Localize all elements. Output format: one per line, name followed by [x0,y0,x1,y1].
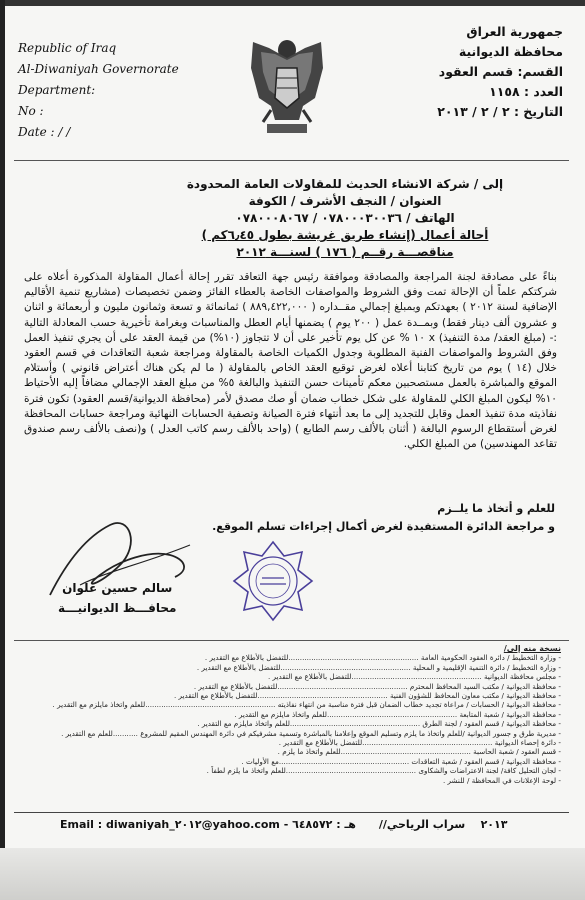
header-date-en: Date : / / [18,125,71,139]
copies-row: - قسم العقود / شعبة الحاسبة .........................................................للعلم واتخاذ ما يلزم . [277,747,561,757]
scan-top-edge [0,0,585,6]
header-country-en: Republic of Iraq [18,41,117,55]
footer-email: Email : diwaniyah_٢٠١٢@yahoo.com - ٢٠١٣ [60,818,508,831]
official-stamp [232,540,314,622]
scan-left-edge [0,0,5,900]
copies-row: - مديرية طرق و جسور الديوانية /للعلم واتخاذ ما يلزم وتسليم الموقع وإعلامنا بالمباشرة وتسمية مشرفيكم في دائرة المهندس المقيم للمشروع ...........للعلم مع التقدير . [61,728,561,738]
signatory-block [58,578,176,618]
recipient-address: العنوان / النجف الأشرف / الكوفة [248,194,442,208]
closing-line-1: للعلم و أتخاذ ما يلــزم [437,502,555,515]
scan-bottom-band [0,848,585,900]
copies-title: نسخة منه إلى/ [503,644,561,653]
copies-divider [14,640,569,641]
copies-row: - محافظة الديوانية / قسم العقود / لجنة الطرق .........................................................للعلم واتخاذ مايلزم مع التقدير . [197,719,561,729]
recipient-phone: الهاتف / ٠٧٨٠٠٠٣٠٠٣٦ / ٠٧٨٠٠٠٨٠٦٧ [235,211,455,225]
header-department-ar: القسم: قسم العقود [438,64,563,79]
header-department-en: Department: [18,83,96,97]
copies-row: - وزارة التخطيط / دائرة التنمية الإقليمية و المحلية .........................................................للتفضل بالأطلاع مع التقدير . [196,662,561,672]
recipient-block [135,176,555,261]
copies-row: - محافظة الديوانية / قسم العقود / شعبة التعاقدات .........................................................مع الأوليات . [241,756,561,766]
closing-block [212,500,555,536]
copies-row: - محافظة الديوانية / الحسابات / مراعاة تجديد خطاب الضمان قبل فترة مناسبة من انتهاء نفاذيته .........................................................للعلم واتخاذ مايلزم مع التقدير . [52,700,561,710]
header-number-ar: العدد : ١١٥٨ [489,84,563,99]
signatory-name: سالم حسين علوان [62,581,173,595]
iraq-eagle-emblem-icon [247,28,327,148]
english-header [18,38,218,143]
letter-subject: أحالة أعمال (إنشاء طريق غريشة بطول ٦٫٤٥كم ) [201,228,489,242]
header-date-ar: التاريخ : ٢ / ٢ / ٢٠١٣ [437,104,563,119]
copies-row: - لجان التحليل كافة/ لجنة الاعتراضات والشكاوى .........................................................للعلم واتخاذ ما يلزم لطفاً . [206,766,561,776]
copies-row: - محافظة الديوانية / مكتب السيد المحافظ المحترم .........................................................للتفضل بالأطلاع مع التقدير . [193,681,561,691]
header-country-ar: جمهورية العراق [466,24,563,39]
copies-row: - دائرة إحصاء الديوانية .........................................................للتفضل بالأطلاع مع التقدير . [278,738,561,748]
copies-row: - محافظة الديوانية / شعبة المتابعة .........................................................للعلم واتخاذ مايلزم مع التقدير . [234,709,561,719]
copies-row: - محافظة الديوانية / مكتب معاون المحافظ للشؤون الفنية .........................................................للتفضل بالأطلاع مع التقدير . [173,691,561,701]
footer-phone: هـ : ٦٤٨٥٧٢ [292,818,356,831]
recipient-name: إلى / شركة الانشاء الحديث للمقاولات العامة المحدودة [186,177,504,191]
letter-footer [60,818,560,831]
header-governorate-ar: محافظة الديوانية [458,44,563,59]
copies-row: - وزارة التخطيط / دائرة العقود الحكومية العامة .........................................................للتفضل بالأطلاع مع التقدير . [204,653,561,663]
letter-body: بناءً على مصادقة لجنة المراجعة والمصادقة وموافقة رئيس جهة التعاقد تقرر إحالة أعمال المقاولة المذكورة أعلاه على شركتكم علماً أن الإحالة تمت وفق الشروط والمواصفات الخاصة بالعطاء الفائز وضمن تخصيصات (مشاريع تنمية الأقاليم الإضافية لسنة ٢٠١٢ ) بعهدتكم وبمبلغ إجمالي مقــداره ( ٨٨٩,٤٢٢,٠٠٠ ) ثمانمائة و تسعة وثمانون مليون و أربعمائة و اثنان و عشرون ألف دينار فقط) وبمــدة عمل ( ٢٠٠ يوم ) يضمنها أيام العطل والمناسبات وبغرامة تأخيرية حسب المعادلة التالية :- (مبلغ العقد/ مدة التنفيذ) x ١٠ % عن كل يوم تأخير على أن لا تتجاوز (١٠%) من قيمة العقد على أن يجري تنفيذ العمل وفق الشروط والمواصفات الفنية المطلوبة وجدول الكميات الخاصة بالمقاولة ومراجعة شعبة التعاقدات في قسم العقود خلال (١٤ ) يوم من تاريخ كتابنا أعلاه لغرض توقيع العقد الخاص بالمقاولة ( ما لم يكن هناك أعتراض قانوني ) وأستلام الموقع والمباشرة بالعمل مستصحبين معكم تأمينات حسن التنفيذ والبالغة ٥% من مبلغ العقد الإجمالي مضافاً إليه الأحتياط ١٠% ليكون المبلغ الكلي للمقاولة على شكل خطاب ضمان أو صك مصدق لأمر (محافظة الديوانية/قسم العقود) تكون فترة نفاذيته مدة تنفيذ العمل وقابل للتجديد إلى ما بعد أنتهاء فترة الصيانة وتصفية الحسابات النهائية ومراجعة حسابات المحافظة لغرض أستقطاع الرسوم البالغة ( أثنان بالألف رسم الطابع ) (واحد بالألف رسم كاتب العدل ) و(نصف بالألف رسم صندوق تقاعد المهندسين) من المبلغ الكلي. [24,271,557,451]
copies-list [21,644,561,785]
copies-row: - لوحة الإعلانات في المحافظة / للنشر . [442,775,561,785]
copies-row: - مجلس محافظة الديوانية .........................................................للتفضل بالأطلاع مع التقدير . [267,672,561,682]
signatory-title: محافـــظ الديوانيـــة [58,601,177,615]
arabic-header [373,22,563,122]
header-no-en: No : [18,104,44,118]
footer-divider [14,812,569,813]
closing-line-2: و مراجعة الدائرة المستفيدة لغرض أكمال إجراءات تسلم الموقع. [212,520,555,533]
header-governorate-en: Al-Diwaniyah Governorate [18,62,179,76]
tender-number: مناقصـــة رقــم ( ١٧٦ ) لسنـــة ٢٠١٢ [236,245,454,259]
header-divider [14,160,569,161]
footer-typist: سراب الرياحي// [378,818,466,831]
